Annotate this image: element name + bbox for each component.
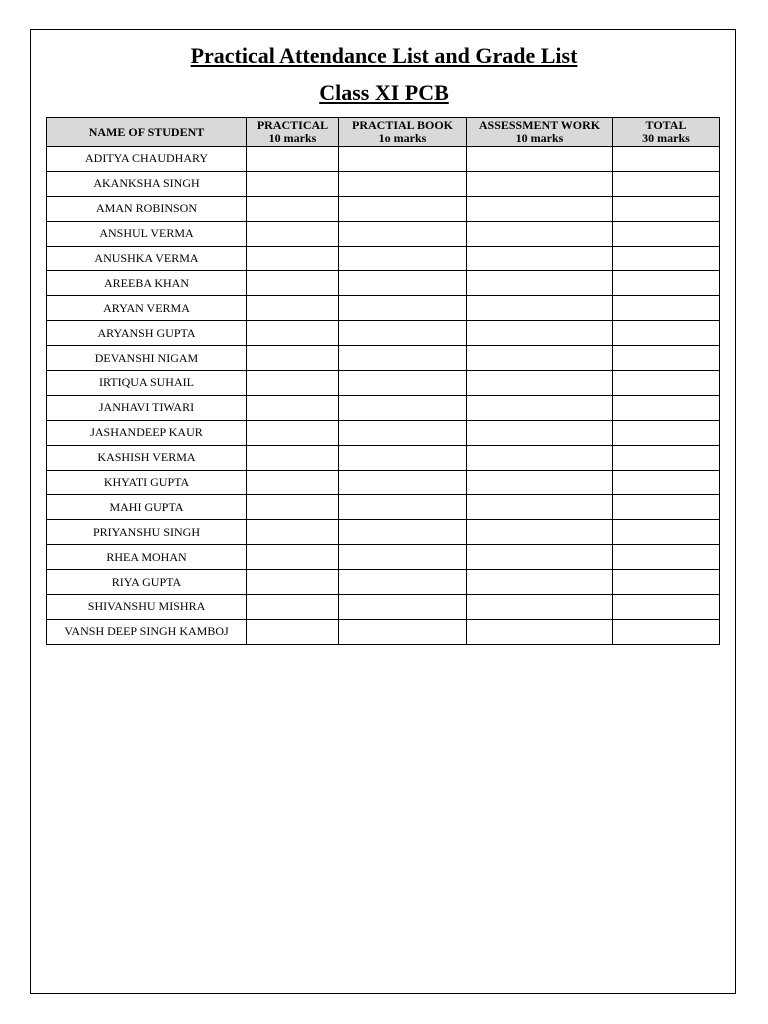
total-cell[interactable] (613, 246, 720, 271)
assessment-work-cell[interactable] (467, 321, 613, 346)
table-row (47, 271, 720, 296)
practical-cell[interactable] (247, 196, 339, 221)
practical-cell[interactable] (247, 619, 339, 644)
student-name-cell: ADITYA CHAUDHARY (47, 147, 247, 172)
table-row (47, 221, 720, 246)
practical-book-cell[interactable] (339, 570, 467, 595)
practical-cell[interactable] (247, 545, 339, 570)
assessment-work-cell[interactable] (467, 147, 613, 172)
practical-book-cell[interactable] (339, 221, 467, 246)
total-cell[interactable] (613, 595, 720, 620)
table-row (47, 420, 720, 445)
practical-cell[interactable] (247, 171, 339, 196)
practical-book-cell[interactable] (339, 420, 467, 445)
practical-book-cell[interactable] (339, 196, 467, 221)
student-name-cell: IRTIQUA SUHAIL (47, 371, 247, 396)
practical-cell[interactable] (247, 570, 339, 595)
table-row (47, 445, 720, 470)
assessment-work-cell[interactable] (467, 520, 613, 545)
total-cell[interactable] (613, 346, 720, 371)
student-name-cell: AMAN ROBINSON (47, 196, 247, 221)
student-name-cell: AKANKSHA SINGH (47, 171, 247, 196)
table-row (47, 570, 720, 595)
assessment-work-cell[interactable] (467, 221, 613, 246)
table-row (47, 395, 720, 420)
total-cell[interactable] (613, 445, 720, 470)
practical-book-cell[interactable] (339, 595, 467, 620)
assessment-work-cell[interactable] (467, 371, 613, 396)
practical-cell[interactable] (247, 395, 339, 420)
assessment-work-cell[interactable] (467, 171, 613, 196)
table-row (47, 619, 720, 644)
assessment-work-cell[interactable] (467, 196, 613, 221)
header-label: PRACTICAL (256, 118, 329, 132)
table-header-row (47, 118, 720, 147)
student-name-cell: KHYATI GUPTA (47, 470, 247, 495)
document-title: Practical Attendance List and Grade List (190, 43, 578, 68)
student-name-cell: KASHISH VERMA (47, 445, 247, 470)
total-cell[interactable] (613, 196, 720, 221)
header-marks: 10 marks (515, 131, 564, 145)
practical-cell[interactable] (247, 271, 339, 296)
practical-cell[interactable] (247, 221, 339, 246)
table-row (47, 171, 720, 196)
table-row (47, 545, 720, 570)
practical-cell[interactable] (247, 420, 339, 445)
assessment-work-cell[interactable] (467, 395, 613, 420)
total-cell[interactable] (613, 147, 720, 172)
assessment-work-cell[interactable] (467, 570, 613, 595)
student-name-cell: ANUSHKA VERMA (47, 246, 247, 271)
total-cell[interactable] (613, 619, 720, 644)
practical-cell[interactable] (247, 246, 339, 271)
assessment-work-cell[interactable] (467, 495, 613, 520)
practical-book-cell[interactable] (339, 171, 467, 196)
assessment-work-cell[interactable] (467, 445, 613, 470)
practical-book-cell[interactable] (339, 495, 467, 520)
assessment-work-cell[interactable] (467, 346, 613, 371)
student-name-cell: DEVANSHI NIGAM (47, 346, 247, 371)
table-row (47, 595, 720, 620)
practical-cell[interactable] (247, 321, 339, 346)
total-cell[interactable] (613, 395, 720, 420)
table-body (47, 147, 720, 645)
practical-book-cell[interactable] (339, 395, 467, 420)
header-total (613, 118, 720, 147)
student-name-cell: RHEA MOHAN (47, 545, 247, 570)
header-label: PRACTIAL BOOK (351, 118, 453, 132)
header-marks: 10 marks (268, 131, 317, 145)
practical-book-cell[interactable] (339, 296, 467, 321)
header-practical-book (339, 118, 467, 147)
total-cell[interactable] (613, 171, 720, 196)
practical-cell[interactable] (247, 470, 339, 495)
total-cell[interactable] (613, 371, 720, 396)
student-name-cell: JASHANDEEP KAUR (47, 420, 247, 445)
table-row (47, 346, 720, 371)
table-row (47, 296, 720, 321)
practical-book-cell[interactable] (339, 545, 467, 570)
student-name-cell: RIYA GUPTA (47, 570, 247, 595)
table-row (47, 147, 720, 172)
table-row (47, 495, 720, 520)
table-row (47, 321, 720, 346)
header-marks: 30 marks (642, 131, 690, 145)
student-name-cell: AREEBA KHAN (47, 271, 247, 296)
practical-book-cell[interactable] (339, 520, 467, 545)
assessment-work-cell[interactable] (467, 420, 613, 445)
assessment-work-cell[interactable] (467, 246, 613, 271)
student-name-cell: ARYANSH GUPTA (47, 321, 247, 346)
student-name-cell: VANSH DEEP SINGH KAMBOJ (47, 619, 247, 644)
assessment-work-cell[interactable] (467, 545, 613, 570)
assessment-work-cell[interactable] (467, 595, 613, 620)
student-name-cell: ANSHUL VERMA (47, 221, 247, 246)
total-cell[interactable] (613, 221, 720, 246)
header-label: ASSESSMENT WORK (478, 118, 601, 132)
total-cell[interactable] (613, 520, 720, 545)
total-cell[interactable] (613, 495, 720, 520)
total-cell[interactable] (613, 420, 720, 445)
table-row (47, 246, 720, 271)
practical-cell[interactable] (247, 520, 339, 545)
assessment-work-cell[interactable] (467, 619, 613, 644)
practical-cell[interactable] (247, 346, 339, 371)
practical-book-cell[interactable] (339, 470, 467, 495)
grade-table (46, 117, 720, 645)
practical-cell[interactable] (247, 147, 339, 172)
practical-book-cell[interactable] (339, 445, 467, 470)
header-name-of-student (47, 118, 247, 147)
student-name-cell: SHIVANSHU MISHRA (47, 595, 247, 620)
student-name-cell: JANHAVI TIWARI (47, 395, 247, 420)
practical-cell[interactable] (247, 296, 339, 321)
assessment-work-cell[interactable] (467, 271, 613, 296)
table-row (47, 470, 720, 495)
practical-book-cell[interactable] (339, 147, 467, 172)
total-cell[interactable] (613, 271, 720, 296)
practical-cell[interactable] (247, 445, 339, 470)
table-row (47, 520, 720, 545)
assessment-work-cell[interactable] (467, 296, 613, 321)
total-cell[interactable] (613, 545, 720, 570)
student-name-cell: PRIYANSHU SINGH (47, 520, 247, 545)
header-assessment-work (467, 118, 613, 147)
practical-cell[interactable] (247, 495, 339, 520)
header-practical (247, 118, 339, 147)
practical-cell[interactable] (247, 371, 339, 396)
total-cell[interactable] (613, 321, 720, 346)
practical-book-cell[interactable] (339, 271, 467, 296)
header-marks: 1o marks (378, 131, 427, 145)
student-name-cell: ARYAN VERMA (47, 296, 247, 321)
practical-book-cell[interactable] (339, 246, 467, 271)
header-label: NAME OF STUDENT (88, 124, 205, 139)
practical-book-cell[interactable] (339, 321, 467, 346)
document-subtitle: Class XI PCB (319, 80, 449, 105)
practical-book-cell[interactable] (339, 346, 467, 371)
table-row (47, 196, 720, 221)
header-label: TOTAL (645, 118, 687, 132)
total-cell[interactable] (613, 570, 720, 595)
practical-book-cell[interactable] (339, 371, 467, 396)
total-cell[interactable] (613, 470, 720, 495)
practical-cell[interactable] (247, 595, 339, 620)
practical-book-cell[interactable] (339, 619, 467, 644)
assessment-work-cell[interactable] (467, 470, 613, 495)
student-name-cell: MAHI GUPTA (47, 495, 247, 520)
table-row (47, 371, 720, 396)
total-cell[interactable] (613, 296, 720, 321)
